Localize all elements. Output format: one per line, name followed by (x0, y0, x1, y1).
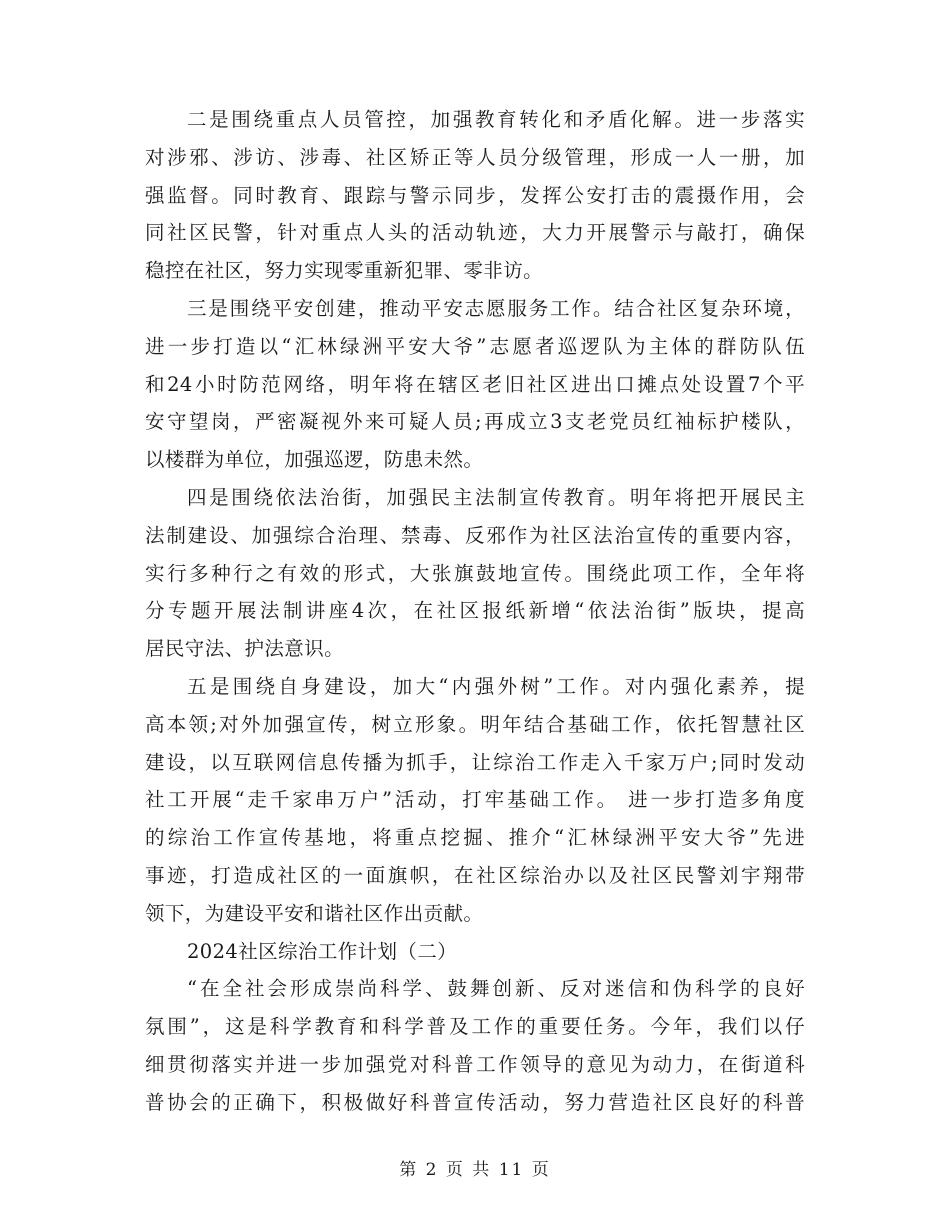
text-line: “在全社会形成崇尚科学、鼓舞创新、反对迷信和伪科学的良好 (187, 977, 805, 1001)
text-line: 分专题开展法制讲座4次，在社区报纸新增“依法治街”版块，提高 (145, 599, 805, 623)
text-line: 安守望岗，严密凝视外来可疑人员;再成立3支老党员红袖标护楼队， (145, 410, 805, 434)
text-line: 四是围绕依法治街，加强民主法制宣传教育。明年将把开展民主 (187, 485, 805, 509)
text-line: 和24小时防范网络，明年将在辖区老旧社区进出口摊点处设置7个平 (145, 372, 805, 396)
paragraph-self-building (145, 668, 805, 933)
text-line: 建设，以互联网信息传播为抓手，让综治工作走入千家万户;同时发动 (145, 750, 805, 774)
text-line: 的综治工作宣传基地，将重点挖掘、推介“汇林绿洲平安大爷”先进 (145, 826, 805, 850)
section-heading: 2024社区综治工作计划（二） (187, 939, 458, 963)
text-line: 领下，为建设平安和谐社区作出贡献。 (145, 901, 484, 925)
text-line: 三是围绕平安创建，推动平安志愿服务工作。结合社区复杂环境， (187, 296, 805, 320)
text-line: 氛围”，这是科学教育和科学普及工作的重要任务。今年，我们以仔 (145, 1015, 805, 1039)
text-line: 法制建设、加强综合治理、禁毒、反邪作为社区法治宣传的重要内容， (145, 523, 805, 547)
text-line: 社工开展“走千家串万户”活动，打牢基础工作。 进一步打造多角度 (145, 788, 805, 812)
paragraph-legal-education (145, 479, 805, 668)
text-line: 进一步打造以“汇林绿洲平安大爷”志愿者巡逻队为主体的群防队伍 (145, 334, 805, 358)
text-line: 二是围绕重点人员管控，加强教育转化和矛盾化解。进一步落实 (187, 108, 805, 131)
paragraph-safety-volunteers (145, 290, 805, 479)
text-line: 居民守法、护法意识。 (145, 637, 345, 661)
page-number-footer: 第 2 页 共 11 页 (399, 1160, 551, 1180)
text-line: 以楼群为单位，加强巡逻，防患未然。 (145, 448, 484, 472)
text-line: 五是围绕自身建设，加大“内强外树”工作。对内强化素养，提 (187, 674, 805, 698)
document-body (145, 101, 805, 1122)
text-line: 同社区民警，针对重点人头的活动轨迹，大力开展警示与敲打，确保 (145, 221, 805, 245)
paragraph-key-personnel (145, 101, 805, 290)
text-line: 普协会的正确下，积极做好科普宣传活动，努力营造社区良好的科普 (145, 1090, 805, 1114)
text-line: 实行多种行之有效的形式，大张旗鼓地宣传。围绕此项工作，全年将 (145, 561, 805, 585)
text-line: 强监督。同时教育、跟踪与警示同步，发挥公安打击的震摄作用，会 (145, 183, 805, 207)
text-line: 细贯彻落实并进一步加强党对科普工作领导的意见为动力，在街道科 (145, 1052, 805, 1076)
text-line: 稳控在社区，努力实现零重新犯罪、零非访。 (145, 259, 544, 283)
paragraph-science-popularization (145, 970, 805, 1121)
text-line: 事迹，打造成社区的一面旗帜，在社区综治办以及社区民警刘宇翔带 (145, 863, 805, 887)
text-line: 对涉邪、涉访、涉毒、社区矫正等人员分级管理，形成一人一册，加 (145, 145, 805, 169)
text-line: 高本领;对外加强宣传，树立形象。明年结合基础工作，依托智慧社区 (145, 712, 805, 736)
